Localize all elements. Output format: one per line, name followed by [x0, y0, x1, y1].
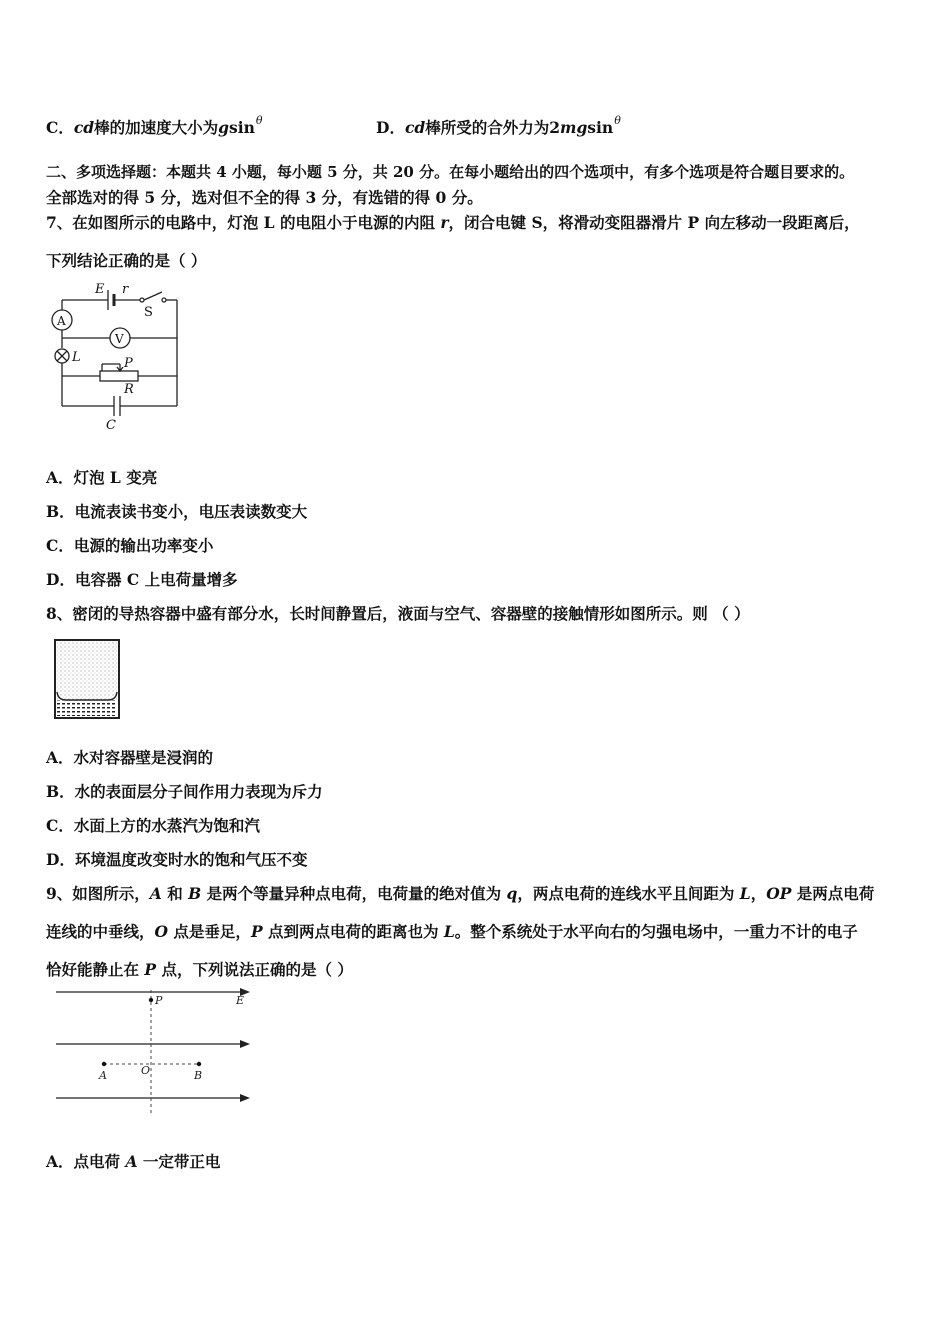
prev-option-c: C．cd棒的加速度大小为gsin$^\theta$ — [46, 114, 263, 137]
q7-circuit-diagram — [40, 278, 200, 436]
svg-text:C: C — [106, 418, 116, 433]
svg-text:E: E — [95, 282, 105, 297]
q9-stem-line3: 恰好能静止在 P 点，下列说法正确的是（ ） — [46, 960, 353, 979]
q9-option-a[interactable]: A．点电荷 A 一定带正电 — [46, 1152, 221, 1171]
svg-text:L: L — [72, 350, 81, 365]
point-p — [149, 998, 153, 1002]
svg-text:B: B — [194, 1069, 203, 1082]
svg-text:R: R — [124, 382, 134, 397]
q8-container-figure — [52, 638, 124, 722]
q9-field-diagram — [52, 986, 256, 1116]
svg-text:A: A — [99, 1069, 107, 1082]
q8-option-b[interactable]: B．水的表面层分子间作用力表现为斥力 — [46, 782, 323, 801]
charge-b — [197, 1062, 201, 1066]
prev-option-d: D．cd棒所受的合外力为2mgsin$^\theta$ — [376, 114, 621, 137]
svg-text:A: A — [57, 314, 66, 328]
q7-option-d[interactable]: D．电容器 C 上电荷量增多 — [46, 570, 238, 589]
svg-text:P: P — [155, 994, 163, 1007]
q8-stem: 8、密闭的导热容器中盛有部分水，长时间静置后，液面与空气、容器壁的接触情形如图所示。则 （ ） — [46, 604, 750, 623]
charge-a — [102, 1062, 106, 1066]
q7-option-a[interactable]: A．灯泡 L 变亮 — [46, 468, 158, 487]
svg-text:P: P — [124, 356, 133, 371]
q7-option-b[interactable]: B．电流表读书变小，电压表读数变大 — [46, 502, 308, 521]
q8-option-c[interactable]: C．水面上方的水蒸汽为饱和汽 — [46, 816, 260, 835]
rheostat-icon — [100, 371, 138, 381]
section-heading: 二、多项选择题：本题共 4 小题，每小题 5 分，共 20 分。在每小题给出的四个选项中，有多个选项是符合题目要求的。 — [46, 163, 855, 181]
q7-option-c[interactable]: C．电源的输出功率变小 — [46, 536, 214, 555]
svg-text:r: r — [122, 282, 129, 297]
q7-stem-line1: 7、在如图所示的电路中，灯泡 L 的电阻小于电源的内阻 r，闭合电键 S，将滑动变阻器滑片 P 向左移动一段距离后， — [46, 213, 860, 232]
q7-stem-line2: 下列结论正确的是（ ） — [46, 251, 207, 270]
q8-option-d[interactable]: D．环境温度改变时水的饱和气压不变 — [46, 850, 308, 869]
q8-option-a[interactable]: A．水对容器壁是浸润的 — [46, 748, 214, 767]
svg-text:E: E — [236, 994, 245, 1007]
svg-text:O: O — [141, 1064, 151, 1077]
q9-stem-line2: 连线的中垂线，O 点是垂足，P 点到两点电荷的距离也为 L。整个系统处于水平向右的匀强电场中，一重力不计的电子 — [46, 922, 858, 941]
svg-text:V: V — [115, 332, 124, 346]
section-instructions: 全部选对的得 5 分，选对但不全的得 3 分，有选错的得 0 分。 — [46, 188, 483, 207]
svg-text:S: S — [144, 305, 153, 320]
q9-stem-line1: 9、如图所示，A 和 B 是两个等量异种点电荷，电荷量的绝对值为 q，两点电荷的连线水平且间距为 L，OP 是两点电荷 — [46, 884, 875, 903]
